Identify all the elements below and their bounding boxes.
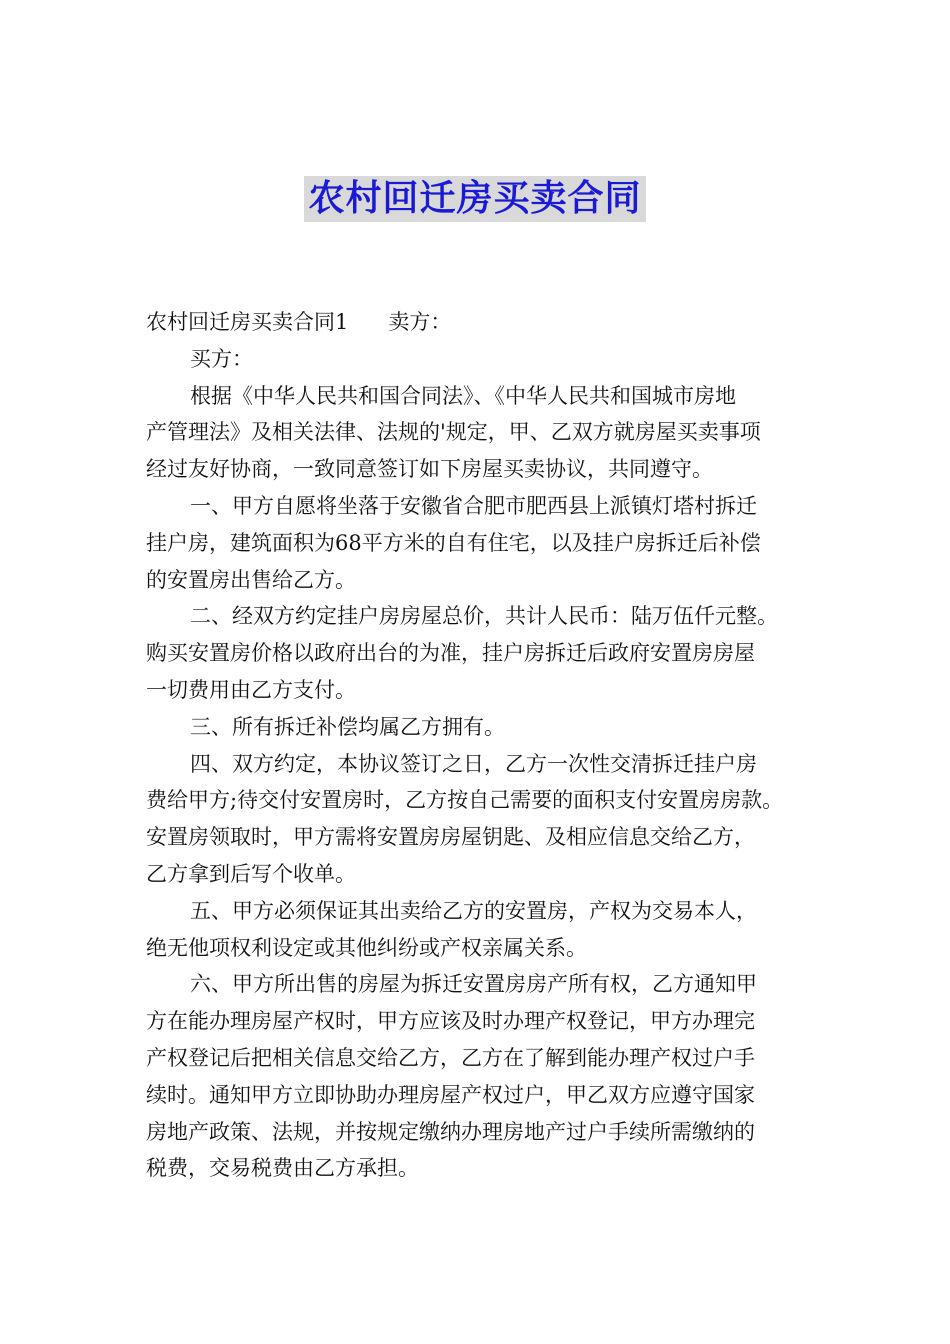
document-body xyxy=(146,304,826,1187)
text-line: 二、经双方约定挂户房房屋总价，共计人民币：陆万伍仟元整。 xyxy=(190,604,778,629)
text-line: 购买安置房价格以政府出台的为准，挂户房拆迁后政府安置房房屋 xyxy=(146,641,755,666)
text-line: 挂户房，建筑面积为68平方米的自有住宅，以及挂户房拆迁后补偿 xyxy=(146,530,761,555)
text-line: 费给甲方;待交付安置房时，乙方按自己需要的面积支付安置房房款。 xyxy=(146,788,784,813)
text-line: 方在能办理房屋产权时，甲方应该及时办理产权登记，甲方办理完 xyxy=(146,1009,755,1034)
text-line: 产权登记后把相关信息交给乙方，乙方在了解到能办理产权过户手 xyxy=(146,1045,755,1070)
text-line: 的安置房出售给乙方。 xyxy=(146,567,356,592)
text-line: 经过友好协商，一致同意签订如下房屋买卖协议，共同遵守。 xyxy=(146,457,713,482)
document-title: 农村回迁房买卖合同 xyxy=(304,176,645,222)
title-wrapper xyxy=(0,176,950,222)
text-line: 五、甲方必须保证其出卖给乙方的安置房，产权为交易本人， xyxy=(190,898,757,923)
text-line: 安置房领取时，甲方需将安置房房屋钥匙、及相应信息交给乙方， xyxy=(146,825,755,850)
text-line: 乙方拿到后写个收单。 xyxy=(146,861,356,886)
body-lines xyxy=(146,341,826,1187)
text-line: 房地产政策、法规，并按规定缴纳办理房地产过户手续所需缴纳的 xyxy=(146,1119,755,1144)
text-line: 产管理法》及相关法律、法规的'规定，甲、乙双方就房屋买卖事项 xyxy=(146,420,761,445)
text-line: 绝无他项权利设定或其他纠纷或产权亲属关系。 xyxy=(146,935,587,960)
contract-heading: 农村回迁房买卖合同1 xyxy=(146,310,349,334)
text-line: 六、甲方所出售的房屋为拆迁安置房房产所有权，乙方通知甲 xyxy=(190,972,757,997)
seller-label: 卖方： xyxy=(388,310,452,334)
text-line: 三、所有拆迁补偿均属乙方拥有。 xyxy=(190,714,505,739)
text-line: 买方： xyxy=(190,346,253,371)
text-line: 税费，交易税费由乙方承担。 xyxy=(146,1156,419,1181)
text-line: 一、甲方自愿将坐落于安徽省合肥市肥西县上派镇灯塔村拆迁 xyxy=(190,493,757,518)
heading-line xyxy=(146,304,826,341)
text-line: 续时。通知甲方立即协助办理房屋产权过户，甲乙双方应遵守国家 xyxy=(146,1082,755,1107)
text-line: 根据《中华人民共和国合同法》、《中华人民共和国城市房地 xyxy=(190,383,736,408)
text-line: 一切费用由乙方支付。 xyxy=(146,677,356,702)
text-line: 四、双方约定，本协议签订之日，乙方一次性交清拆迁挂户房 xyxy=(190,751,757,776)
